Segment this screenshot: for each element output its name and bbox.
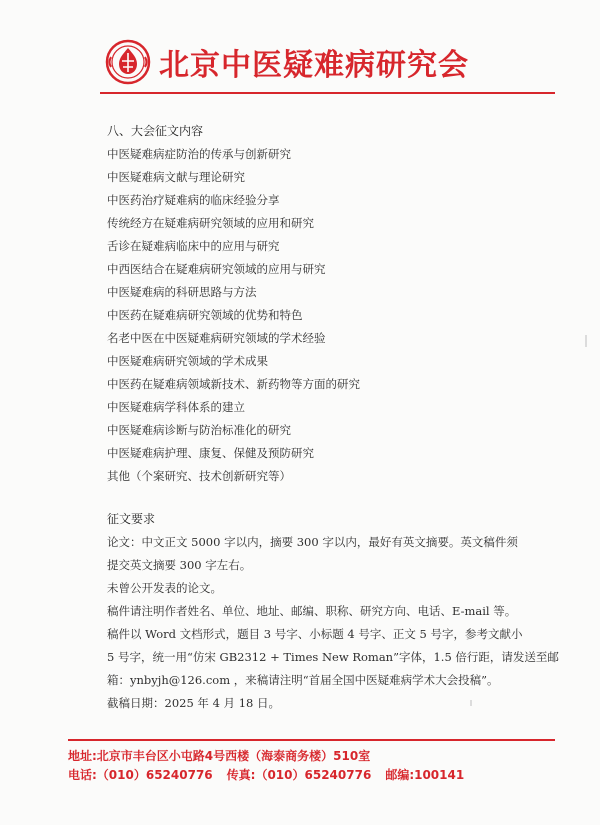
requirements-line: 提交英文摘要 300 字左右。 bbox=[107, 558, 252, 572]
footer-contact bbox=[68, 766, 558, 785]
list-item: 传统经方在疑难病研究领域的应用和研究 bbox=[107, 216, 314, 230]
seal-logo-icon bbox=[105, 39, 151, 85]
list-item: 中医疑难病症防治的传承与创新研究 bbox=[107, 147, 291, 161]
footer-address: 地址:北京市丰台区小屯路4号西楼（海泰商务楼）510室 bbox=[68, 749, 371, 763]
deadline-line: 截稿日期：2025 年 4 月 18 日。 bbox=[107, 696, 280, 710]
header-divider bbox=[100, 92, 555, 94]
footer-phone: 电话:（010）65240776 bbox=[68, 768, 213, 782]
footer-fax: 传真:（010）65240776 bbox=[226, 768, 372, 782]
list-item: 名老中医在中医疑难病研究领域的学术经验 bbox=[107, 331, 326, 345]
list-item: 中医疑难病诊断与防治标准化的研究 bbox=[107, 423, 291, 437]
footer-postcode: 邮编:100141 bbox=[385, 768, 465, 782]
list-item: 中医药治疗疑难病的临床经验分享 bbox=[107, 193, 280, 207]
letterhead-footer bbox=[68, 747, 558, 785]
requirements-line: 箱：ynbyjh@126.com ，来稿请注明“首届全国中医疑难病学术大会投稿”。 bbox=[107, 673, 499, 687]
requirements-line: 5 号字，统一用“仿宋 GB2312 + Times New Roman”字体，1.5 倍行距，请发送至邮 bbox=[107, 650, 559, 664]
requirements-line: 未曾公开发表的论文。 bbox=[107, 581, 222, 595]
letterhead-header bbox=[105, 38, 565, 86]
footer-divider bbox=[68, 739, 555, 741]
list-item: 其他（个案研究、技术创新研究等） bbox=[107, 469, 291, 483]
requirements-heading: 征文要求 bbox=[107, 512, 156, 526]
org-name: 北京中医疑难病研究会 bbox=[159, 48, 469, 83]
scan-artifact bbox=[585, 335, 587, 347]
requirements-text bbox=[107, 531, 559, 715]
list-item: 中医疑难病文献与理论研究 bbox=[107, 170, 245, 184]
topic-list bbox=[107, 143, 537, 488]
document-body bbox=[107, 120, 559, 715]
list-item: 中医疑难病研究领域的学术成果 bbox=[107, 354, 268, 368]
list-item: 中医药在疑难病领域新技术、新药物等方面的研究 bbox=[107, 377, 360, 391]
requirements-line: 稿件以 Word 文档形式，题目 3 号字、小标题 4 号字、正文 5 号字，参考文献小 bbox=[107, 627, 523, 641]
requirements-line: 稿件请注明作者姓名、单位、地址、邮编、职称、研究方向、电话、E-mail 等。 bbox=[107, 604, 517, 618]
list-item: 中医疑难病学科体系的建立 bbox=[107, 400, 245, 414]
list-item: 舌诊在疑难病临床中的应用与研究 bbox=[107, 239, 280, 253]
list-item: 中医疑难病的科研思路与方法 bbox=[107, 285, 257, 299]
list-item: 中医疑难病护理、康复、保健及预防研究 bbox=[107, 446, 314, 460]
section-heading: 八、大会征文内容 bbox=[107, 124, 204, 138]
scan-artifact bbox=[470, 700, 472, 706]
list-item: 中医药在疑难病研究领域的优势和特色 bbox=[107, 308, 303, 322]
list-item: 中西医结合在疑难病研究领域的应用与研究 bbox=[107, 262, 326, 276]
requirements-line: 论文：中文正文 5000 字以内，摘要 300 字以内，最好有英文摘要。英文稿件须 bbox=[107, 535, 518, 549]
